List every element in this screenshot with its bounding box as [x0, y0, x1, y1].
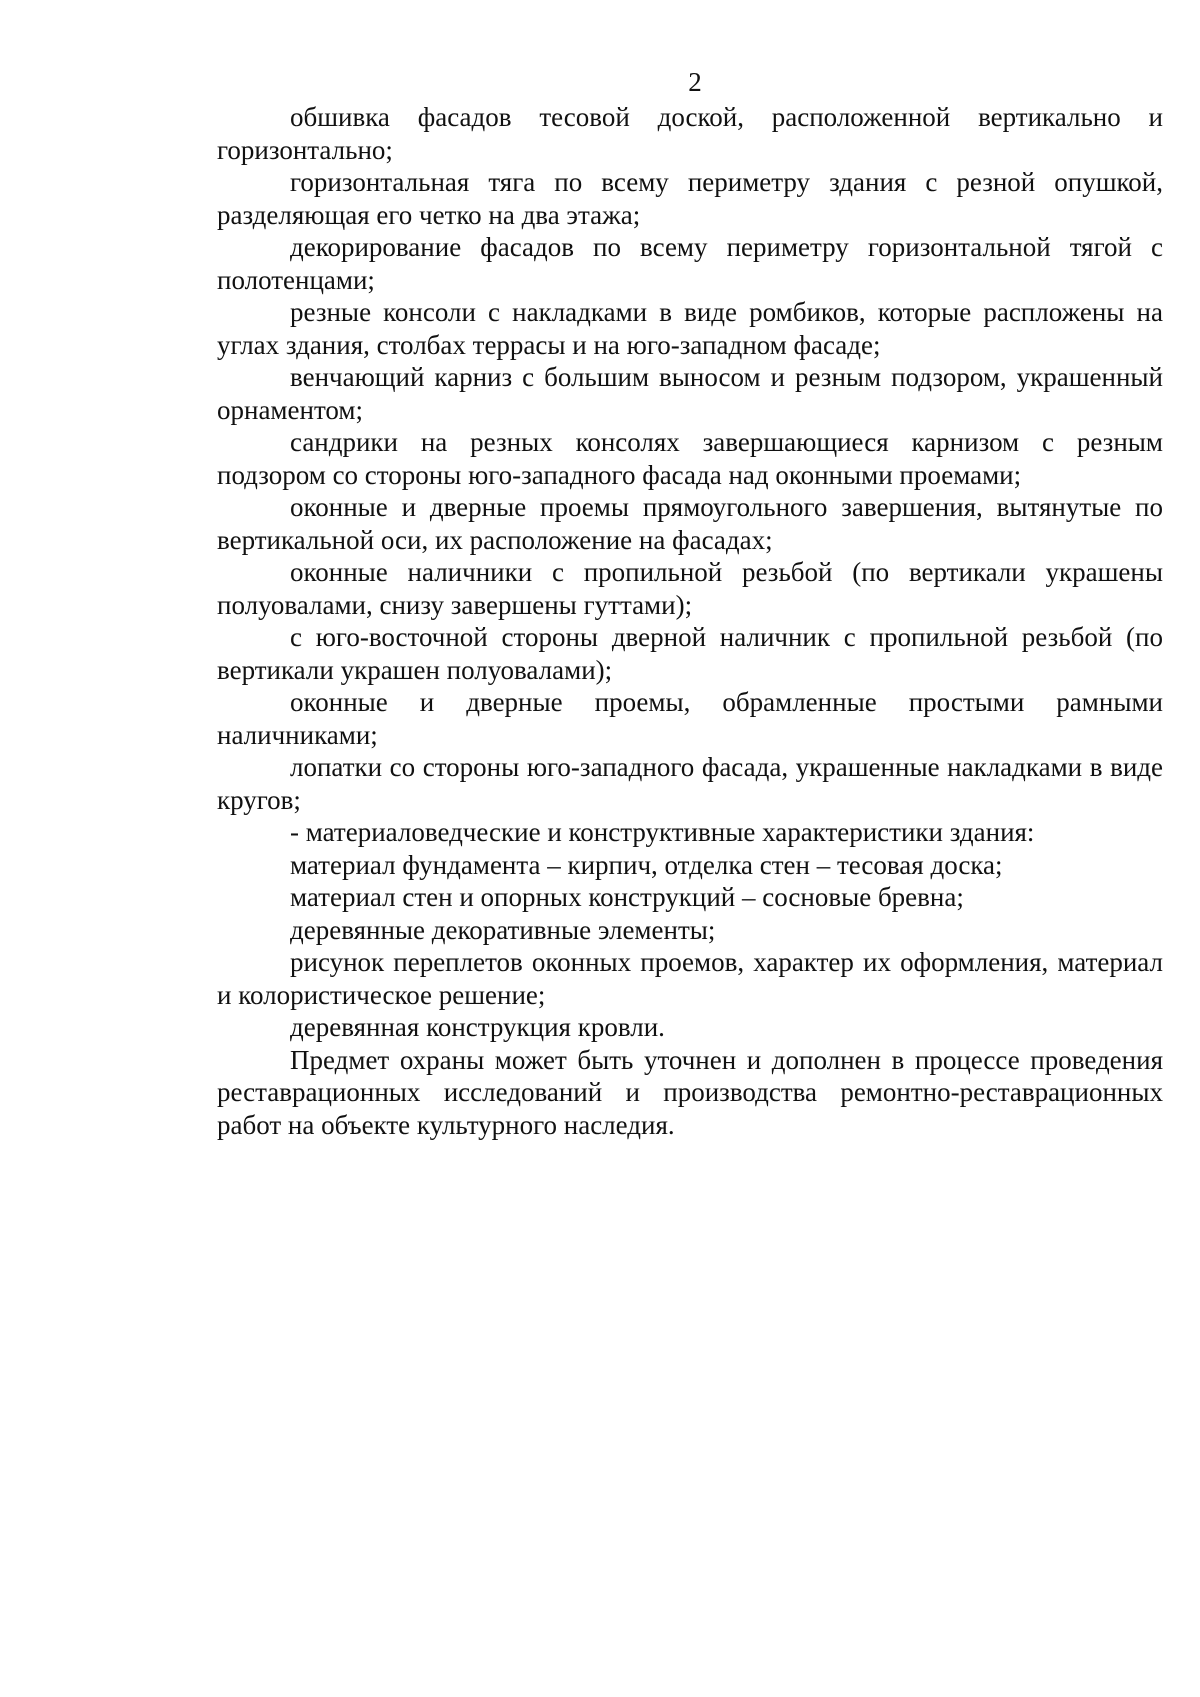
paragraph: резные консоли с накладками в виде ромбиков, которые распложены на углах здания, столбах террасы и на юго-западном фасаде;: [217, 297, 1163, 360]
paragraph: рисунок переплетов оконных проемов, характер их оформления, материал и колористическое решение;: [217, 947, 1163, 1010]
section-heading: - материаловедческие и конструктивные характеристики здания:: [290, 817, 1035, 847]
paragraph: материал фундамента – кирпич, отделка стен – тесовая доска;: [290, 849, 1003, 880]
paragraph: материал стен и опорных конструкций – сосновые бревна;: [290, 882, 964, 912]
document-body: [217, 101, 1163, 1141]
paragraph: обшивка фасадов тесовой доской, расположенной вертикально и горизонтально;: [217, 102, 1163, 165]
closing-paragraph: Предмет охраны может быть уточнен и дополнен в процессе проведения реставрационных исследований и производства ремонтно-реставрационных работ на объекте культурного наследия.: [217, 1044, 1163, 1140]
paragraph: деревянная конструкция кровли.: [290, 1012, 665, 1042]
paragraph: с юго-восточной стороны дверной наличник с пропильной резьбой (по вертикали украшен полуовалами);: [217, 622, 1163, 685]
paragraph: оконные и дверные проемы, обрамленные простыми рамными наличниками;: [217, 687, 1163, 750]
paragraph: декорирование фасадов по всему периметру горизонтальной тягой с полотенцами;: [217, 232, 1163, 295]
paragraph: лопатки со стороны юго-западного фасада, украшенные накладками в виде кругов;: [217, 752, 1163, 815]
paragraph: оконные и дверные проемы прямоугольного завершения, вытянутые по вертикальной оси, их расположение на фасадах;: [217, 492, 1163, 555]
paragraph: деревянные декоративные элементы;: [290, 914, 716, 945]
page-number: 2: [688, 67, 702, 97]
paragraph: оконные наличники с пропильной резьбой (по вертикали украшены полуовалами, снизу завершены гуттами);: [217, 557, 1163, 620]
paragraph: горизонтальная тяга по всему периметру здания с резной опушкой, разделяющая его четко на два этажа;: [217, 167, 1163, 230]
paragraph: венчающий карниз с большим выносом и резным подзором, украшенный орнаментом;: [217, 362, 1163, 425]
paragraph: сандрики на резных консолях завершающиеся карнизом с резным подзором со стороны юго-западного фасада над оконными проемами;: [217, 427, 1163, 490]
